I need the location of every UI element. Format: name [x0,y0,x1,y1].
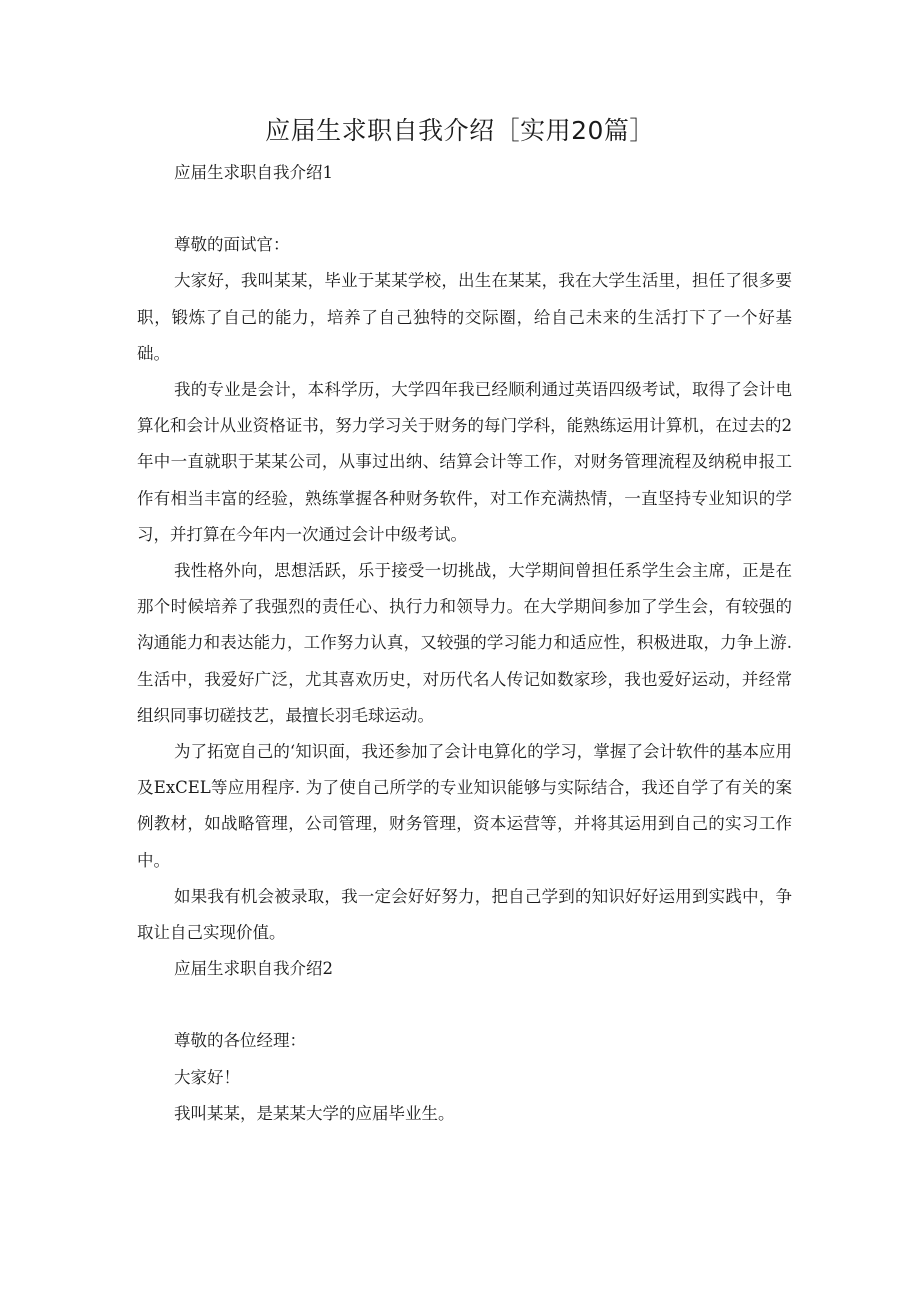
salutation-line: 大家好！ [174,1067,240,1087]
document-title: 应届生求职自我介绍［实用20篇］ [265,116,655,145]
intro-line: 我叫某某，是某某大学的应届毕业生。 [174,1103,455,1123]
paragraph-3: 我性格外向，思想活跃，乐于接受一切挑战，大学期间曾担任系学生会主席，正是在那个时候培养了我强烈的责任心、执行力和领导力。在大学期间参加了学生会，有较强的沟通能力和表达能力，工作努力认真，又较强的学习能力和适应性，积极进取，力争上游. 生活中，我爱好广泛，尤其喜欢历史，对历代名人传记如数家珍，我也爱好运动，并经常组织同事切磋技艺，最擅长羽毛球运动。 [137,561,792,725]
blank-line [137,191,792,227]
section-heading-1: 应届生求职自我介绍1 [174,163,333,182]
paragraph-1: 大家好，我叫某某，毕业于某某学校，出生在某某，我在大学生活里，担任了很多要职，锻炼了自己的能力，培养了自己独特的交际圈，给自己未来的生活打下了一个好基础。 [137,271,792,363]
paragraph-4: 为了拓宽自己的‘知识面，我还参加了会计电算化的学习，掌握了会计软件的基本应用及ExCEL等应用程序. 为了使自己所学的专业知识能够与实际结合，我还自学了有关的案例教材，如战略管理，公司管理，财务管理，资本运营等，并将其运用到自己的实习工作中。 [137,742,792,870]
section-heading-2: 应届生求职自我介绍2 [174,959,333,979]
greeting-1: 尊敬的面试官： [174,235,290,255]
paragraph-5: 如果我有机会被录取，我一定会好好努力，把自己学到的知识好好运用到实践中，争取让自己实现价值。 [137,886,792,943]
document-body [137,155,792,1132]
greeting-2: 尊敬的各位经理： [174,1031,306,1051]
blank-line [137,987,792,1023]
paragraph-2: 我的专业是会计，本科学历，大学四年我已经顺利通过英语四级考试，取得了会计电算化和会计从业资格证书，努力学习关于财务的每门学科，能熟练运用计算机，在过去的2年中一直就职于某某公司，从事过出纳、结算会计等工作，对财务管理流程及纳税申报工作有相当丰富的经验，熟练掌握各种财务软件，对工作充满热情，一直坚持专业知识的学习，并打算在今年内一次通过会计中级考试。 [137,380,792,544]
